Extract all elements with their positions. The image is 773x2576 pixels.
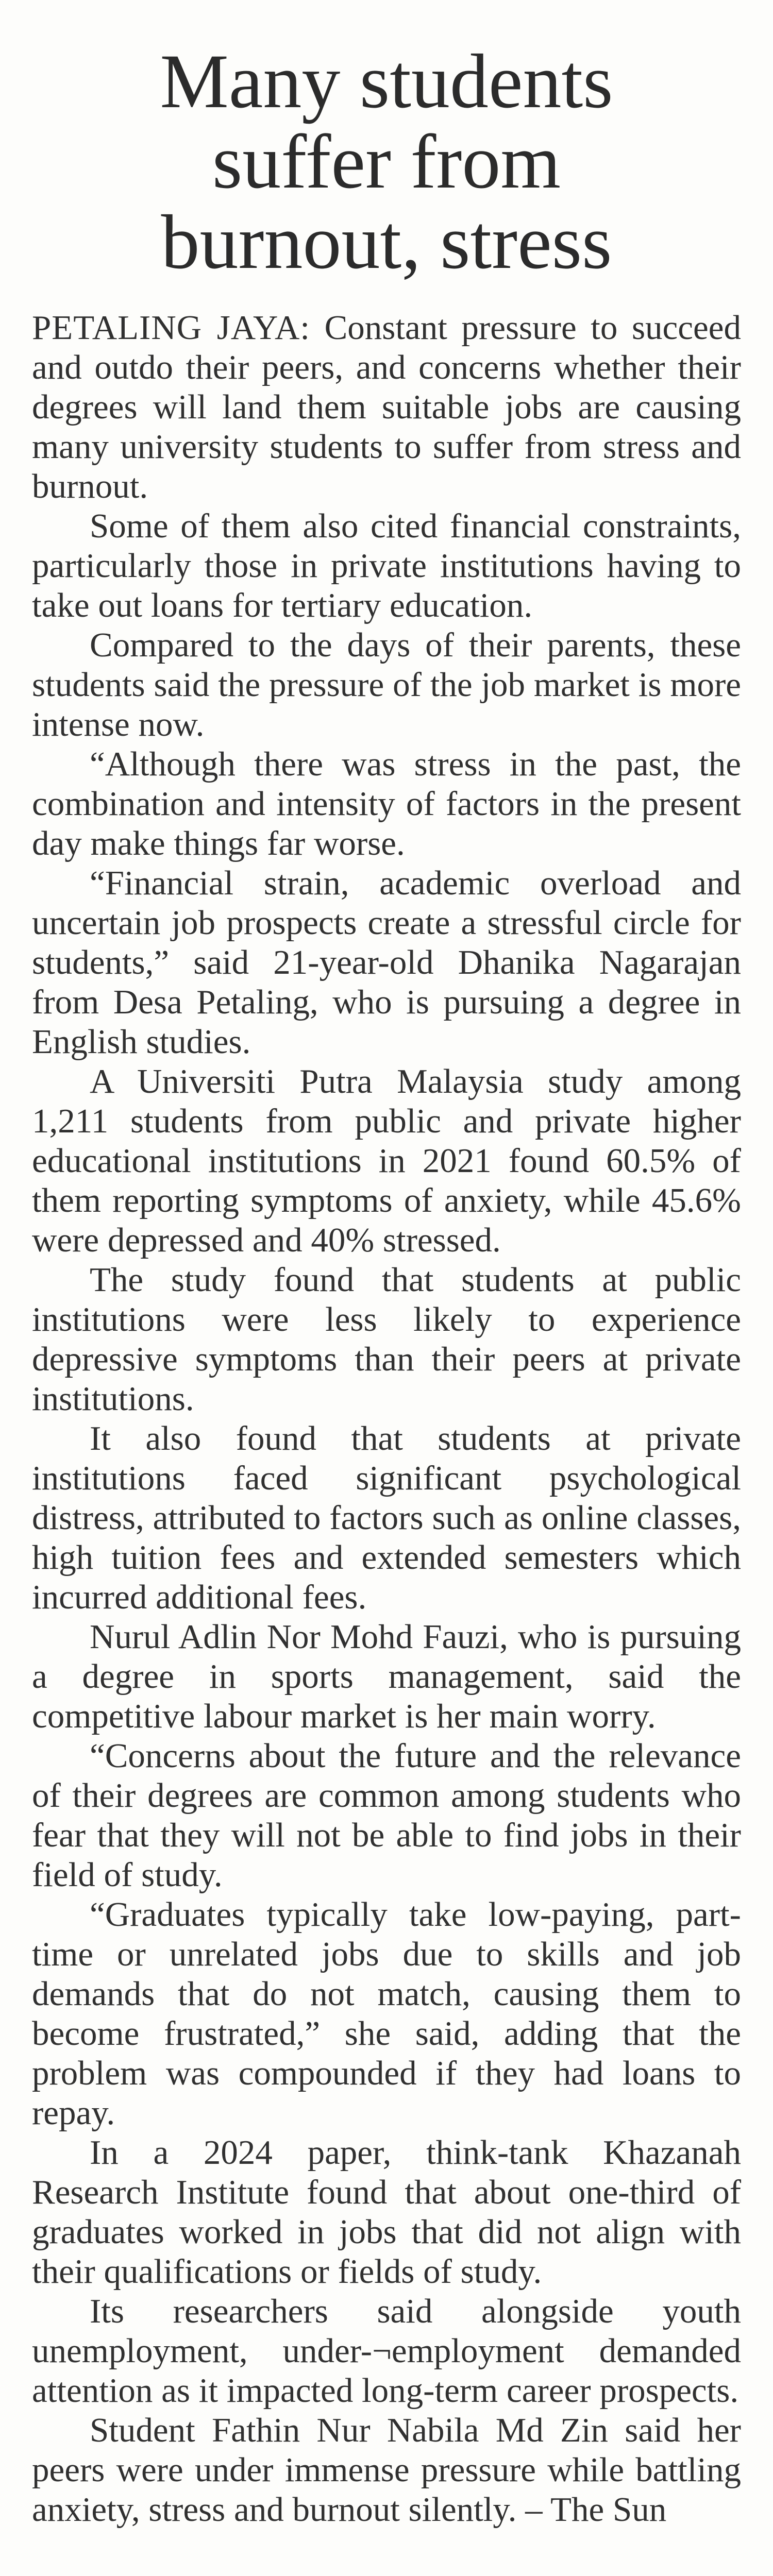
paragraph: Its researchers said alongside youth unemployment, under-¬employment demanded attention as it impacted long-term career prospects. — [32, 2292, 741, 2410]
paragraph: “Graduates typically take low-paying, part-time or unrelated jobs due to skills and job demands that do not match, causing them to become frustrated,” she said, adding that the problem was compounded if they had loans to repay. — [32, 1895, 741, 2132]
headline — [77, 39, 696, 285]
paragraph: Nurul Adlin Nor Mohd Fauzi, who is pursuing a degree in sports management, said the competitive labour market is her main worry. — [32, 1618, 741, 1735]
paragraph: The study found that students at public institutions were less likely to experience depressive symptoms than their peers at private institutions. — [32, 1261, 741, 1418]
headline-line-3: burnout, stress — [161, 199, 612, 285]
paragraph: “Concerns about the future and the relevance of their degrees are common among students who fear that they will not be able to find jobs in their field of study. — [32, 1737, 741, 1894]
lead-text: Constant pressure to succeed and outdo their peers, and concerns whether their degrees will land them suitable jobs are causing many university students to suffer from stress and burnout. — [32, 309, 741, 505]
paragraph: A Universiti Putra Malaysia study among 1,211 students from public and private higher educational institutions in 2021 found 60.5% of them reporting symptoms of anxiety, while 45.6% were depressed and 40% stressed. — [32, 1062, 741, 1259]
lead-paragraph — [32, 308, 741, 506]
headline-line-2: suffer from — [212, 119, 561, 205]
article-body — [32, 308, 741, 2530]
paragraph: It also found that students at private institutions faced significant psychological distress, attributed to factors such as online classes, high tuition fees and extended semesters which incurred additional fees. — [32, 1419, 741, 1616]
headline-line-1: Many students — [160, 39, 613, 124]
paragraph: “Although there was stress in the past, the combination and intensity of factors in the present day make things far worse. — [32, 745, 741, 862]
paragraph: Compared to the days of their parents, these students said the pressure of the job market is more intense now. — [32, 626, 741, 743]
paragraph: Some of them also cited financial constraints, particularly those in private institutions having to take out loans for tertiary education. — [32, 507, 741, 624]
paragraph-text: Student Fathin Nur Nabila Md Zin said her peers were under immense pressure while battling anxiety, stress and burnout silently. — [32, 2411, 741, 2529]
paragraph: In a 2024 paper, think-tank Khazanah Research Institute found that about one-third of graduates worked in jobs that did not align with their qualifications or fields of study. — [32, 2133, 741, 2291]
byline: – The Sun — [525, 2490, 667, 2529]
dateline: PETALING JAYA: — [32, 309, 311, 347]
paragraph: “Financial strain, academic overload and uncertain job prospects create a stressful circle for students,” said 21-year-old Dhanika Nagarajan from Desa Petaling, who is pursuing a degree in English studies. — [32, 864, 741, 1061]
last-paragraph — [32, 2411, 741, 2530]
